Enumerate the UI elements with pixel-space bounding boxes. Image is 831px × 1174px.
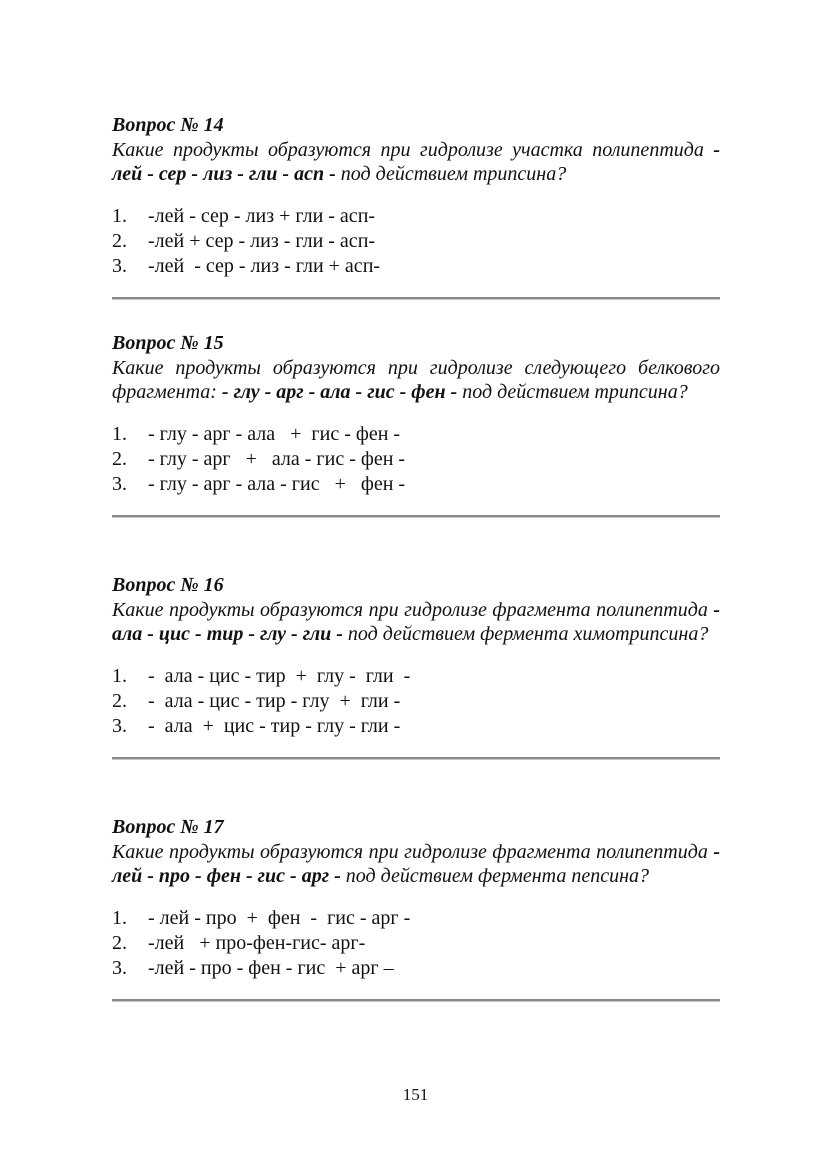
section-divider <box>112 515 720 518</box>
answer-option[interactable] <box>112 204 720 229</box>
question-14 <box>112 112 720 300</box>
section-divider <box>112 297 720 300</box>
answer-number: 3. <box>112 473 127 495</box>
question-title: Вопрос № 16 <box>112 574 224 596</box>
answer-list <box>112 422 720 497</box>
answer-option[interactable] <box>112 422 720 447</box>
question-title: Вопрос № 17 <box>112 816 224 838</box>
answer-text: -лей - сер - лиз + гли - асп- <box>148 205 376 227</box>
question-title: Вопрос № 15 <box>112 332 224 354</box>
answer-text: - глу - арг - ала + гис - фен - <box>148 423 401 445</box>
question-text-before: Какие продукты образуются при гидролизе фрагмента полипептида <box>112 841 714 863</box>
question-text-after: под действием трипсина? <box>335 163 567 185</box>
answer-number: 2. <box>112 448 127 470</box>
section-divider <box>112 757 720 760</box>
peptide-fragment: - ала - цис - тир - глу - гли - <box>112 599 720 645</box>
answer-text: -лей - сер - лиз - гли + асп- <box>148 255 381 277</box>
answer-text: -лей + сер - лиз - гли - асп- <box>148 230 376 252</box>
answer-number: 3. <box>112 957 127 979</box>
answer-option[interactable] <box>112 664 720 689</box>
answer-option[interactable] <box>112 956 720 981</box>
question-text-after: под действием трипсина? <box>457 381 688 403</box>
question-text-before: Какие продукты образуются при гидролизе фрагмента полипептида <box>112 599 714 621</box>
page-number: 151 <box>402 1085 429 1104</box>
answer-option[interactable] <box>112 714 720 739</box>
answer-text: - ала + цис - тир - глу - гли - <box>148 715 401 737</box>
question-text-before: Какие продукты образуются при гидролизе следующего белкового фрагмента: <box>112 357 720 403</box>
peptide-fragment: - лей - про - фен - гис - арг - <box>112 841 720 887</box>
answer-list <box>112 204 720 279</box>
answer-text: -лей + про-фен-гис- арг- <box>148 932 366 954</box>
question-text <box>112 598 720 646</box>
answer-option[interactable] <box>112 689 720 714</box>
answer-number: 1. <box>112 907 127 929</box>
answer-option[interactable] <box>112 931 720 956</box>
question-text <box>112 138 720 186</box>
answer-list <box>112 906 720 981</box>
answer-text: - ала - цис - тир - глу + гли - <box>148 690 401 712</box>
answer-number: 3. <box>112 255 127 277</box>
peptide-fragment: - глу - арг - ала - гис - фен - <box>221 381 458 403</box>
peptide-fragment: - лей - сер - лиз - гли - асп - <box>112 139 720 185</box>
answer-text: - глу - арг + ала - гис - фен - <box>148 448 406 470</box>
answer-number: 2. <box>112 230 127 252</box>
answer-number: 1. <box>112 205 127 227</box>
answer-text: -лей - про - фен - гис + арг – <box>148 957 394 979</box>
answer-option[interactable] <box>112 472 720 497</box>
answer-number: 2. <box>112 690 127 712</box>
question-16 <box>112 572 720 760</box>
answer-list <box>112 664 720 739</box>
answer-number: 1. <box>112 665 127 687</box>
answer-number: 2. <box>112 932 127 954</box>
question-text-after: под действием фермента пепсина? <box>340 865 649 887</box>
answer-option[interactable] <box>112 906 720 931</box>
answer-option[interactable] <box>112 447 720 472</box>
section-divider <box>112 999 720 1002</box>
answer-number: 1. <box>112 423 127 445</box>
answer-text: - лей - про + фен - гис - арг - <box>148 907 411 929</box>
answer-option[interactable] <box>112 229 720 254</box>
question-text <box>112 840 720 888</box>
question-title: Вопрос № 14 <box>112 114 224 136</box>
question-text-after: под действием фермента химотрипсина? <box>342 623 709 645</box>
answer-text: - ала - цис - тир + глу - гли - <box>148 665 411 687</box>
question-15 <box>112 330 720 518</box>
question-text-before: Какие продукты образуются при гидролизе участка полипептида <box>112 139 714 161</box>
question-17 <box>112 814 720 1002</box>
question-text <box>112 356 720 404</box>
answer-text: - глу - арг - ала - гис + фен - <box>148 473 406 495</box>
answer-number: 3. <box>112 715 127 737</box>
answer-option[interactable] <box>112 254 720 279</box>
